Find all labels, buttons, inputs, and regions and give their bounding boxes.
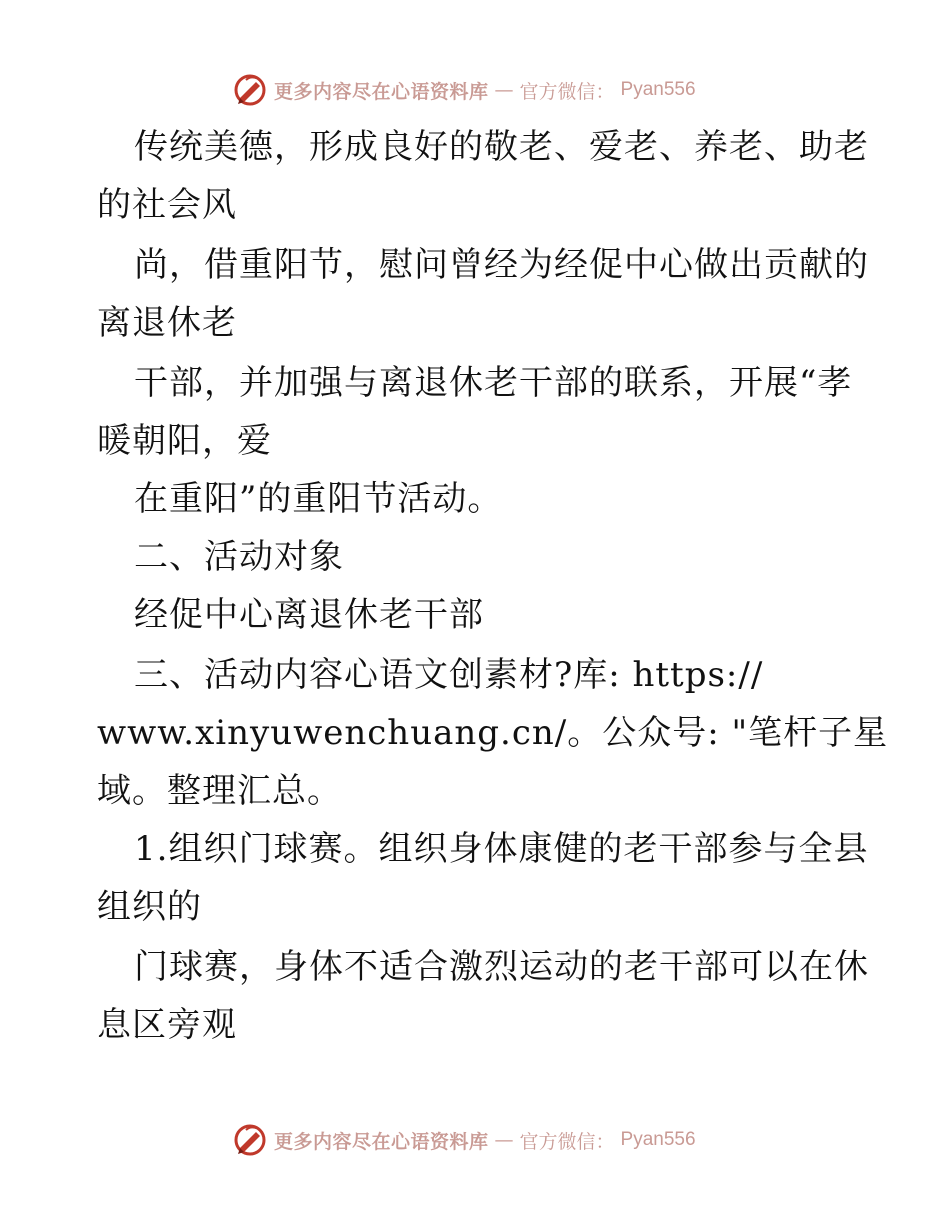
text-line: 组织的	[97, 887, 202, 927]
banner-title: 更多内容尽在心语资料库	[274, 80, 489, 103]
text-line: 离退休老	[97, 303, 237, 343]
text-line: 尚，借重阳节，慰问曾经为经促中心做出贡献的	[134, 245, 869, 285]
section-heading: 二、活动对象	[134, 537, 344, 577]
text-line: 在重阳”的重阳节活动。	[134, 479, 503, 519]
text-line: 域。整理汇总。	[97, 771, 342, 811]
text-line: 息区旁观	[97, 1005, 237, 1045]
text-line: www.xinyuwenchuang.cn/。公众号: "笔杆子星	[97, 713, 889, 753]
banner-wechat-id: Pyan556	[620, 79, 696, 100]
text-line: 传统美德，形成良好的敬老、爱老、养老、助老	[134, 127, 869, 167]
banner-wechat-label: 官方微信：	[519, 80, 615, 103]
text-line: 暖朝阳，爱	[97, 421, 272, 461]
text-line: 的社会风	[97, 185, 237, 225]
pen-logo-icon	[232, 1122, 268, 1158]
header-banner	[232, 70, 696, 110]
footer-banner	[232, 1120, 696, 1160]
banner-wechat-label: 官方微信：	[519, 1130, 615, 1153]
text-line: 经促中心离退休老干部	[134, 595, 484, 635]
banner-dash: —	[494, 79, 514, 101]
section-heading: 三、活动内容心语文创素材?库: https://	[134, 655, 764, 695]
text-line: 干部，并加强与离退休老干部的联系，开展“孝	[134, 363, 853, 403]
text-line: 1.组织门球赛。组织身体康健的老干部参与全县	[134, 829, 869, 869]
banner-title: 更多内容尽在心语资料库	[274, 1130, 489, 1153]
text-line: 门球赛，身体不适合激烈运动的老干部可以在休	[134, 947, 869, 987]
banner-wechat-id: Pyan556	[620, 1129, 696, 1150]
pen-logo-icon	[232, 72, 268, 108]
banner-dash: —	[494, 1129, 514, 1151]
